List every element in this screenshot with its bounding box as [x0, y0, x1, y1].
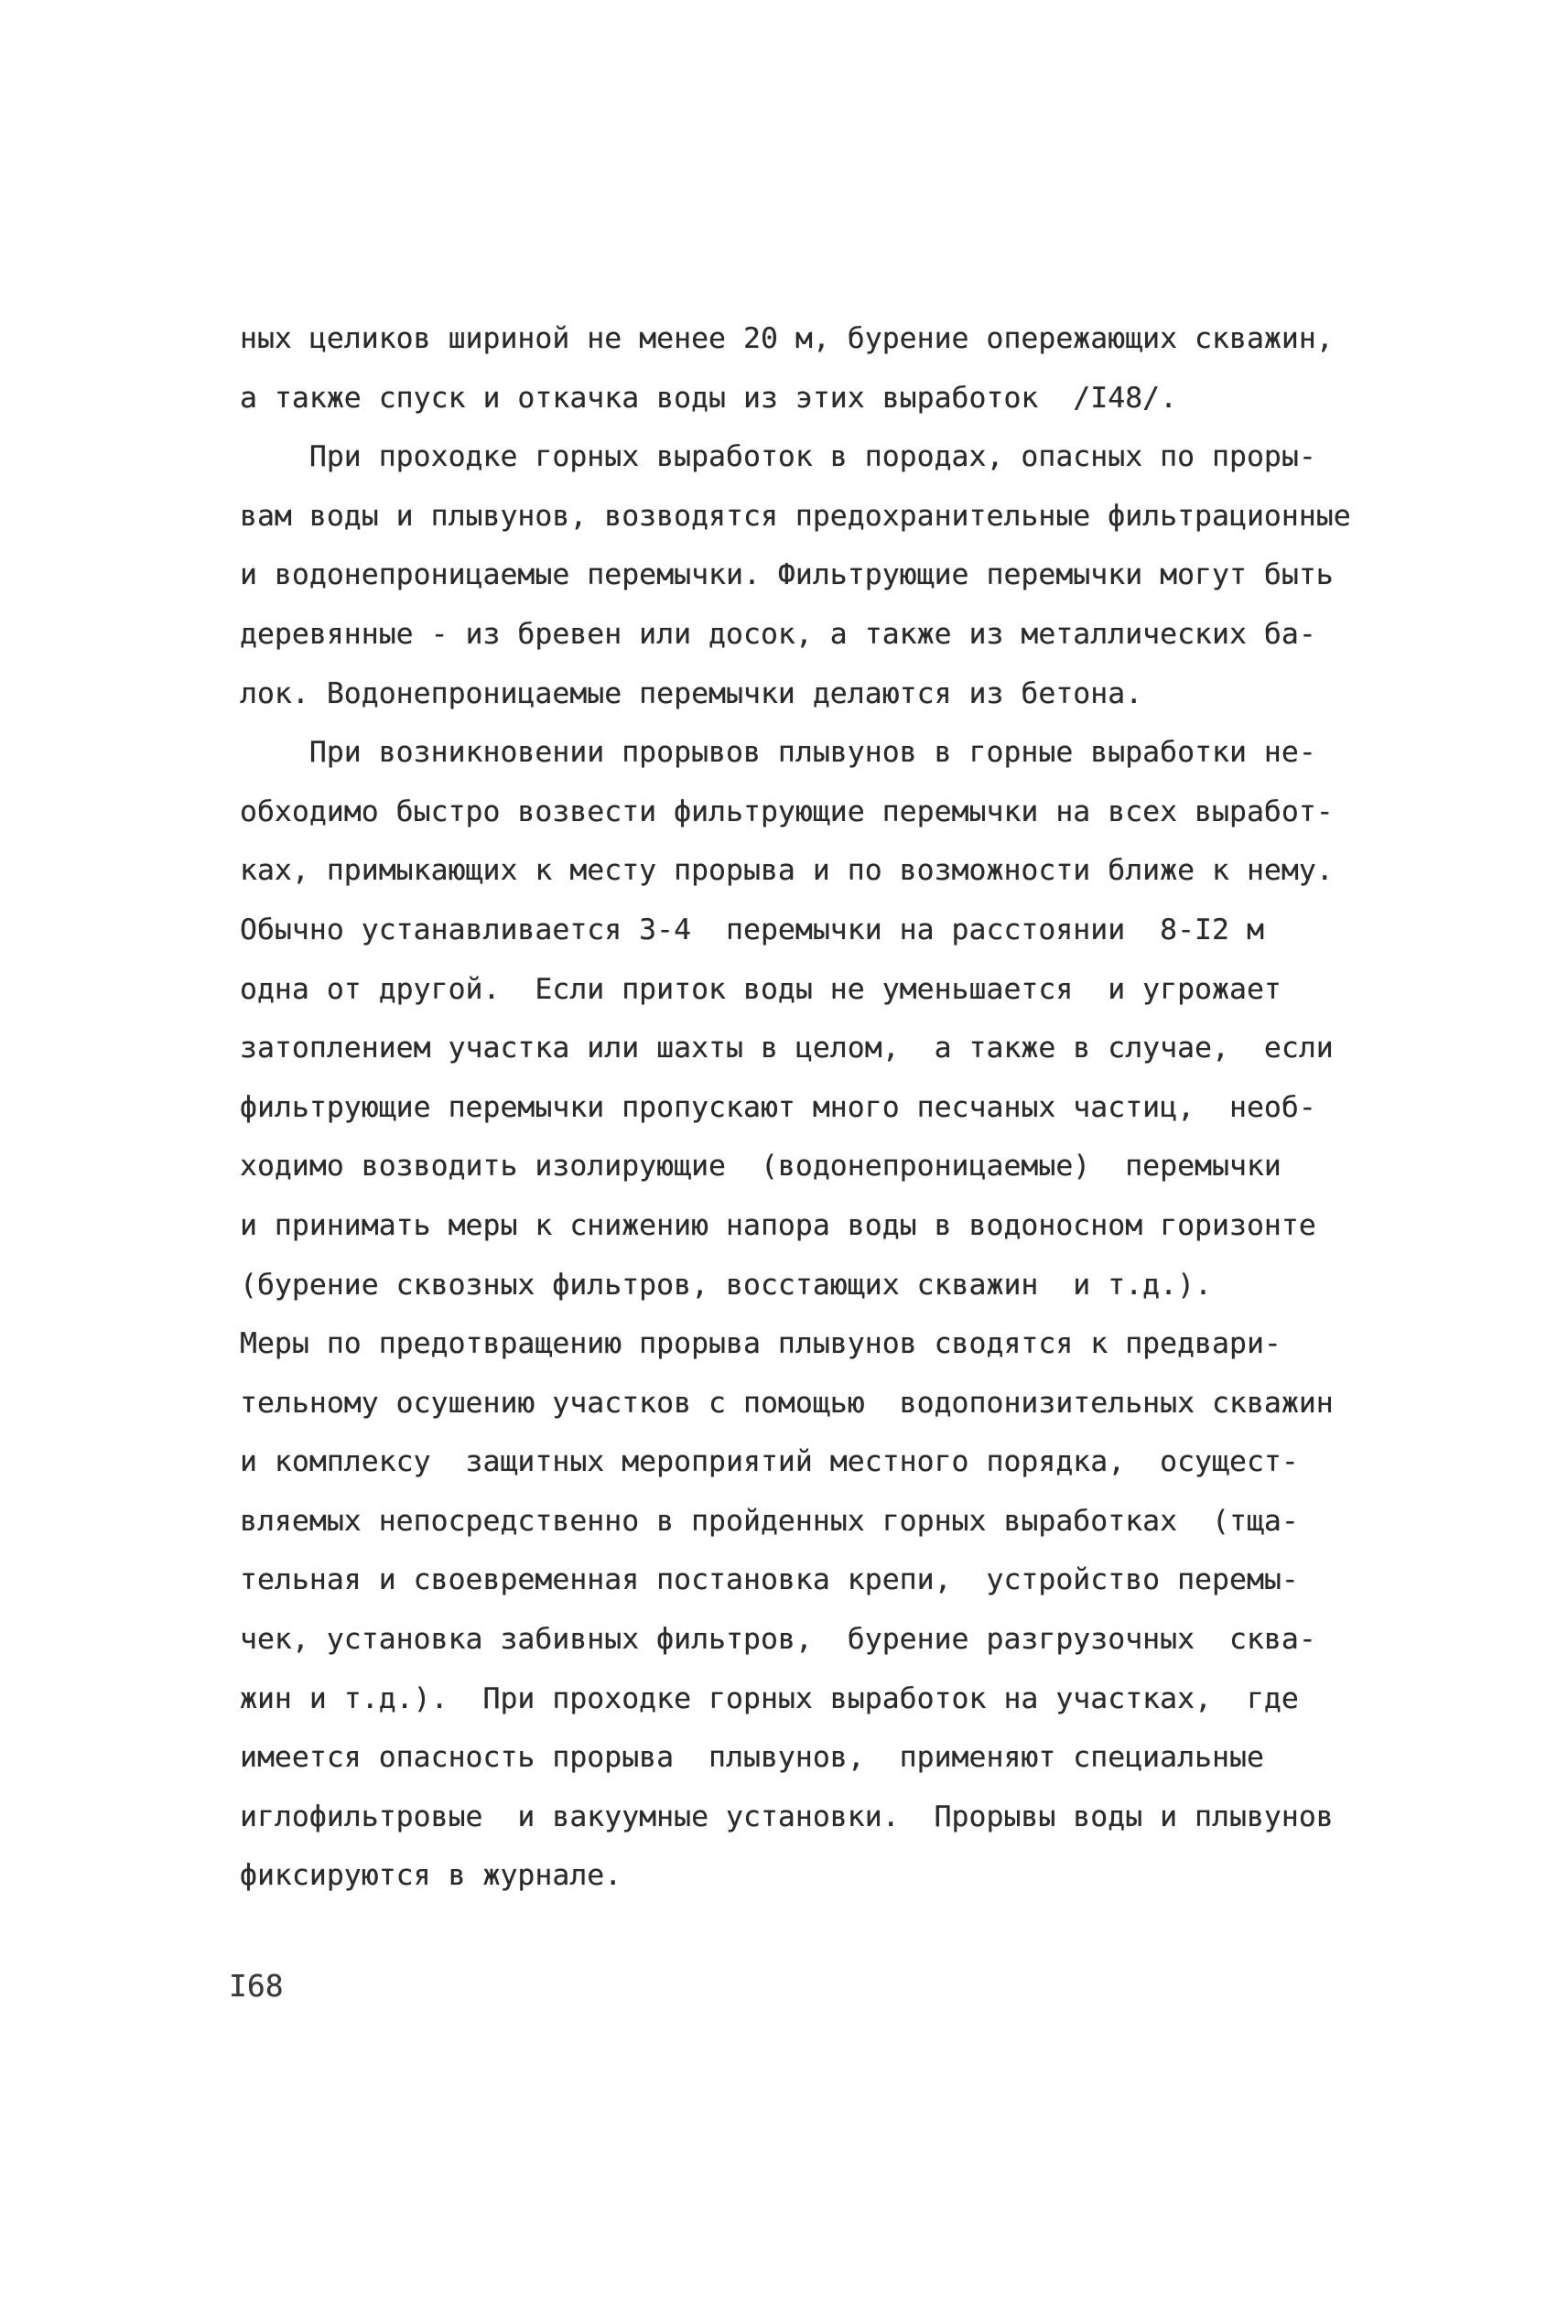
text-line: Меры по предотвращению прорыва плывунов сводятся к предвари- [240, 1327, 1281, 1361]
text-line: При возникновении прорывов плывунов в горные выработки не- [240, 736, 1316, 770]
text-line: иглофильтровые и вакуумные установки. Прорывы воды и плывунов [240, 1800, 1334, 1833]
text-line: (бурение сквозных фильтров, восстающих скважин и т.д.). [240, 1268, 1213, 1302]
text-line: тельному осушению участков с помощью водопонизительных скважин [240, 1386, 1334, 1420]
text-line: деревянные - из бревен или досок, а также из металлических ба- [240, 617, 1316, 651]
text-line: чек, установка забивных фильтров, бурение разгрузочных сква- [240, 1623, 1316, 1657]
text-line: и принимать меры к снижению напора воды в водоносном горизонте [240, 1208, 1316, 1242]
text-line: затоплением участка или шахты в целом, а также в случае, если [240, 1032, 1334, 1065]
text-line: ходимо возводить изолирующие (водонепроницаемые) перемычки [240, 1150, 1281, 1184]
text-line: Обычно устанавливается 3-4 перемычки на расстоянии 8-I2 м [240, 913, 1264, 946]
text-line: одна от другой. Если приток воды не уменьшается и угрожает [240, 972, 1281, 1006]
text-line: жин и т.д.). При проходке горных выработок на участках, где [240, 1681, 1299, 1715]
text-line: вам воды и плывунов, возводятся предохранительные фильтрационные [240, 499, 1351, 533]
text-line: ных целиков шириной не менее 20 м, бурение опережающих скважин, [240, 322, 1334, 355]
text-line: а также спуск и откачка воды из этих выработок /I48/. [240, 381, 1178, 415]
text-line: лок. Водонепроницаемые перемычки делаются из бетона. [240, 676, 1143, 710]
page-number: I68 [229, 1968, 284, 2004]
body-text [240, 309, 1375, 1906]
text-line: фильтрующие перемычки пропускают много песчаных частиц, необ- [240, 1090, 1316, 1124]
text-line: имеется опасность прорыва плывунов, применяют специальные [240, 1741, 1264, 1775]
text-line: ках, примыкающих к месту прорыва и по возможности ближе к нему. [240, 854, 1334, 888]
text-line: вляемых непосредственно в пройденных горных выработках (тща- [240, 1504, 1299, 1538]
text-line: и комплексу защитных мероприятий местного порядка, осущест- [240, 1445, 1299, 1479]
text-line: При проходке горных выработок в породах, опасных по проры- [240, 440, 1316, 474]
text-line: фиксируются в журнале. [240, 1859, 622, 1893]
text-line: и водонепроницаемые перемычки. Фильтрующие перемычки могут быть [240, 558, 1334, 592]
text-line: обходимо быстро возвести фильтрующие перемычки на всех выработ- [240, 794, 1334, 828]
text-line: тельная и своевременная постановка крепи, устройство перемы- [240, 1563, 1299, 1597]
